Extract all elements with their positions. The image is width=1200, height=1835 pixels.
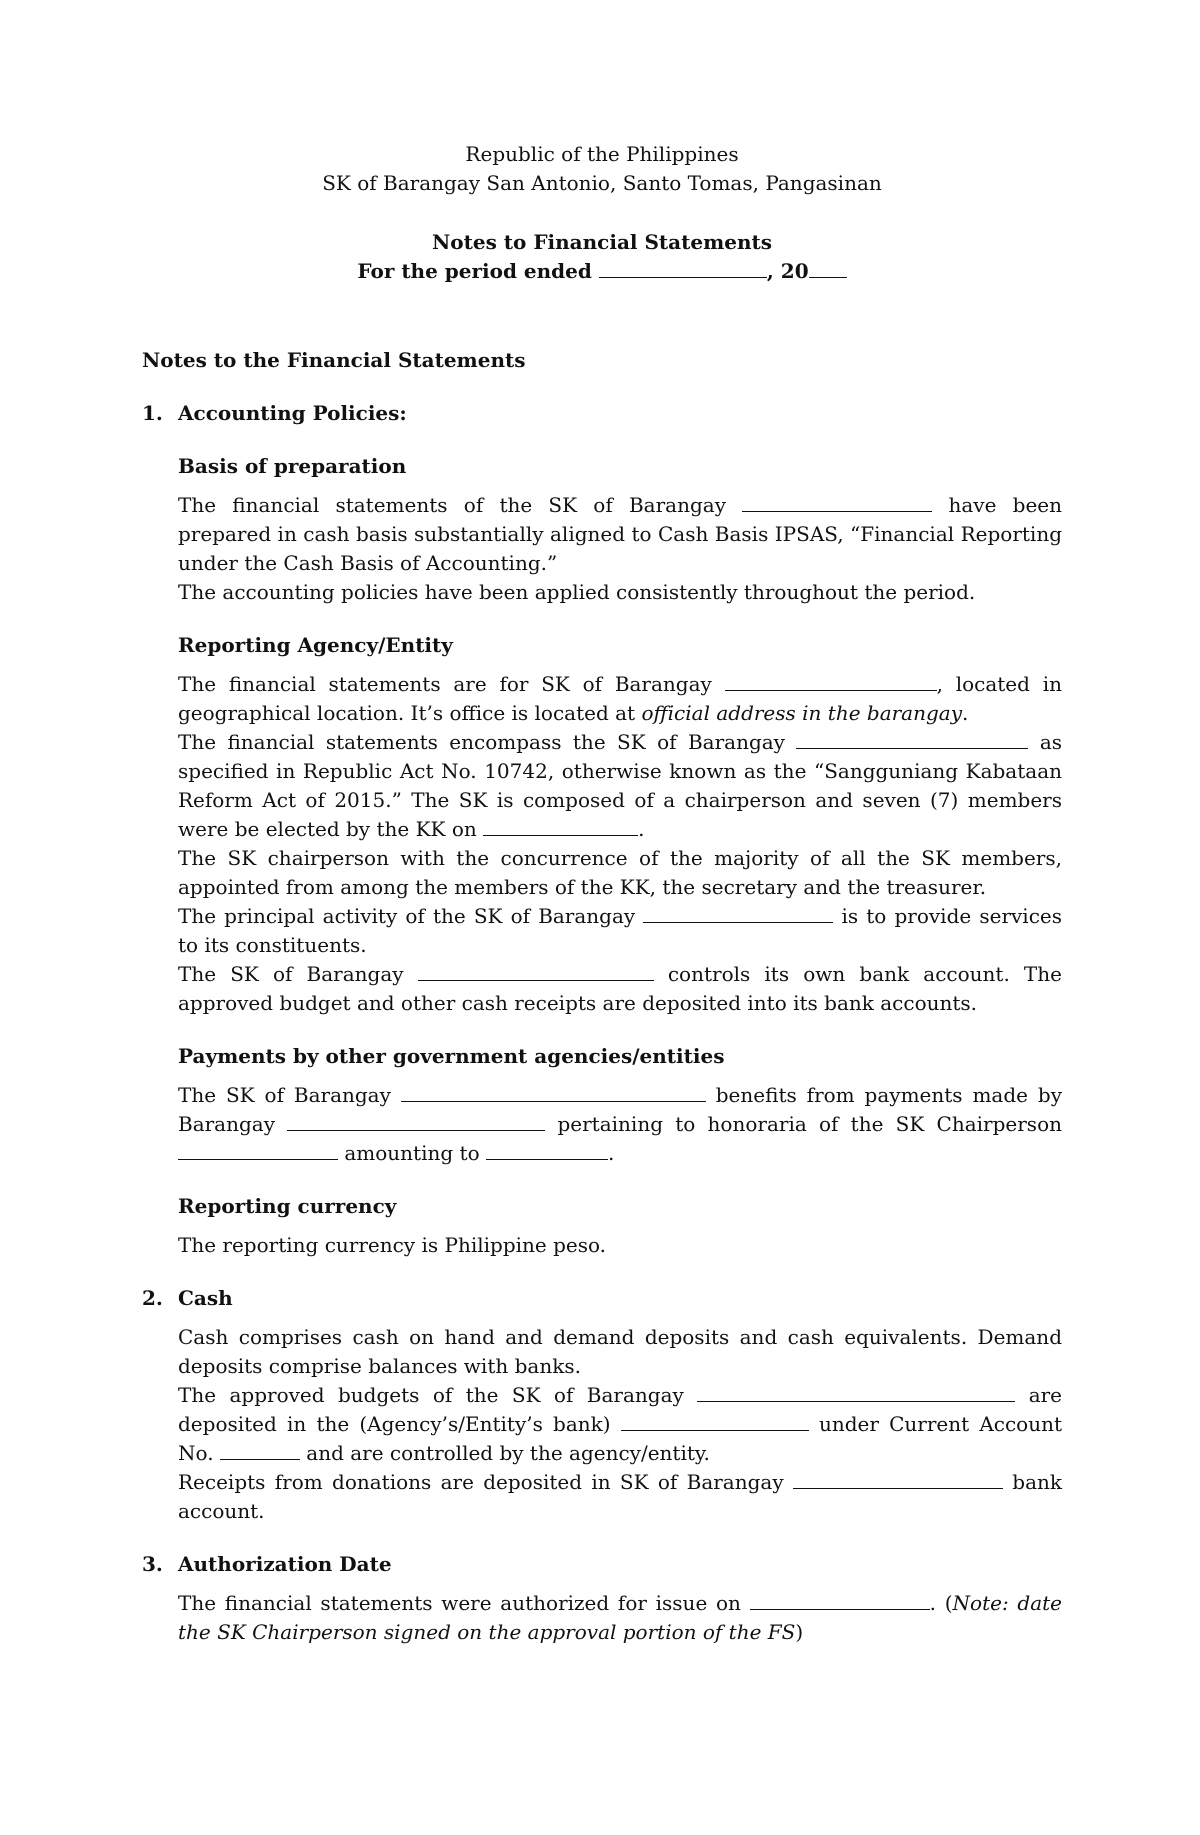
text-run: and are controlled by the agency/entity. — [306, 1441, 710, 1465]
period-year-blank — [809, 258, 847, 278]
paragraph-donations — [178, 1468, 1062, 1526]
section-title: Notes to the Financial Statements — [142, 348, 526, 372]
text-run: are deposited in the (Agency’s/Entity’s bank) — [178, 1383, 1063, 1436]
paragraph-chairperson: The SK chairperson with the concurrence of the majority of all the SK members, appointed from among the members of the KK, the secretary and the treasurer. — [178, 846, 1062, 899]
subheading-payments: Payments by other government agencies/entities — [178, 1044, 725, 1068]
paragraph-cash-definition: Cash comprises cash on hand and demand deposits and cash equivalents. Demand deposits comprise balances with banks. — [178, 1325, 1062, 1378]
organization-line: SK of Barangay San Antonio, Santo Tomas, Pangasinan — [322, 171, 882, 195]
note-item-accounting-policies — [142, 399, 1062, 1260]
paragraph-consistency: The accounting policies have been applied consistently throughout the period. — [178, 580, 976, 604]
letterhead — [142, 140, 1062, 198]
text-run: The SK of Barangay — [178, 1083, 391, 1107]
barangay-name-blank — [401, 1082, 706, 1102]
account-number-blank — [220, 1440, 300, 1460]
text-run: ) — [795, 1620, 804, 1644]
text-run: as specified in Republic Act No. 10742, otherwise known as the “Sangguniang Kabataan Reform Act of 2015.” The SK is composed of a chairperson and seven (7) members were be elected by the KK on — [178, 730, 1063, 841]
note-item-cash — [142, 1284, 1062, 1526]
period-comma: , 20 — [766, 259, 809, 283]
text-run: , located in geographical location. It’s office is located at — [178, 672, 1062, 725]
item-title: Accounting Policies: — [178, 401, 407, 425]
subheading-reporting-currency: Reporting currency — [178, 1194, 397, 1218]
paragraph-entity-location — [178, 670, 1062, 728]
item-title: Cash — [178, 1286, 233, 1310]
text-run: bank account. — [178, 1470, 1063, 1523]
text-run: . ( — [929, 1591, 953, 1615]
barangay-name-blank — [643, 903, 833, 923]
paragraph-authorization — [178, 1589, 1062, 1647]
text-run: under Current Account No. — [178, 1412, 1063, 1465]
paragraph-entity-scope — [178, 728, 1062, 844]
barangay-name-blank — [742, 492, 932, 512]
item-number: 1. — [142, 401, 163, 425]
text-run: Receipts from donations are deposited in SK of Barangay — [178, 1470, 784, 1494]
text-run: . — [962, 701, 969, 725]
republic-line: Republic of the Philippines — [465, 142, 739, 166]
text-run: controls its own bank account. The approved budget and other cash receipts are deposited into its bank accounts. — [178, 962, 1062, 1015]
paying-barangay-blank — [287, 1111, 545, 1131]
election-date-blank — [483, 816, 638, 836]
paragraph-bank-account — [178, 960, 1062, 1018]
barangay-name-blank — [697, 1382, 1015, 1402]
text-run: pertaining to honoraria of the SK Chairperson — [557, 1112, 1062, 1136]
paragraph-payments — [178, 1081, 1062, 1168]
text-run: The approved budgets of the SK of Barangay — [178, 1383, 684, 1407]
italic-note: Note: date the SK Chairperson signed on the approval portion of the FS — [178, 1591, 1062, 1644]
text-run: The financial statements encompass the SK of Barangay — [178, 730, 785, 754]
text-run: The SK of Barangay — [178, 962, 404, 986]
subheading-reporting-entity: Reporting Agency/Entity — [178, 633, 453, 657]
document-title-block — [142, 228, 1062, 286]
item-title: Authorization Date — [178, 1552, 392, 1576]
text-run: The principal activity of the SK of Barangay — [178, 904, 636, 928]
barangay-name-blank — [793, 1469, 1003, 1489]
bank-name-blank — [621, 1411, 809, 1431]
authorization-date-blank — [750, 1590, 930, 1610]
amount-blank — [486, 1140, 608, 1160]
paragraph-principal-activity — [178, 902, 1062, 960]
chairperson-name-blank — [178, 1140, 338, 1160]
item-number: 2. — [142, 1286, 163, 1310]
item-number: 3. — [142, 1552, 163, 1576]
text-run: . — [607, 1141, 615, 1165]
italic-text-run: official address in the barangay — [641, 701, 963, 725]
barangay-name-blank — [725, 671, 937, 691]
text-run: is to provide services to its constituents. — [178, 904, 1063, 957]
document-title: Notes to Financial Statements — [431, 230, 772, 254]
period-prefix: For the period ended — [357, 259, 592, 283]
text-run: have been prepared in cash basis substantially aligned to Cash Basis IPSAS, “Financial Reporting under the Cash Basis of Accounting.” — [178, 493, 1062, 575]
text-run: The financial statements were authorized for issue on — [178, 1591, 741, 1615]
text-run: The financial statements are for SK of Barangay — [178, 672, 712, 696]
note-item-authorization-date — [142, 1550, 1062, 1647]
document-body — [142, 140, 1062, 1647]
text-run: . — [638, 817, 645, 841]
barangay-name-blank — [418, 961, 654, 981]
period-line — [142, 257, 1062, 286]
text-run: The financial statements of the SK of Barangay — [178, 493, 726, 517]
paragraph-currency: The reporting currency is Philippine peso. — [178, 1233, 607, 1257]
text-run: benefits from payments made by Barangay — [178, 1083, 1063, 1136]
period-date-blank — [599, 258, 767, 278]
paragraph-basis — [178, 491, 1062, 578]
barangay-name-blank — [796, 729, 1028, 749]
text-run: amounting to — [344, 1141, 480, 1165]
subheading-basis-of-preparation: Basis of preparation — [178, 454, 407, 478]
paragraph-approved-budgets — [178, 1381, 1062, 1468]
